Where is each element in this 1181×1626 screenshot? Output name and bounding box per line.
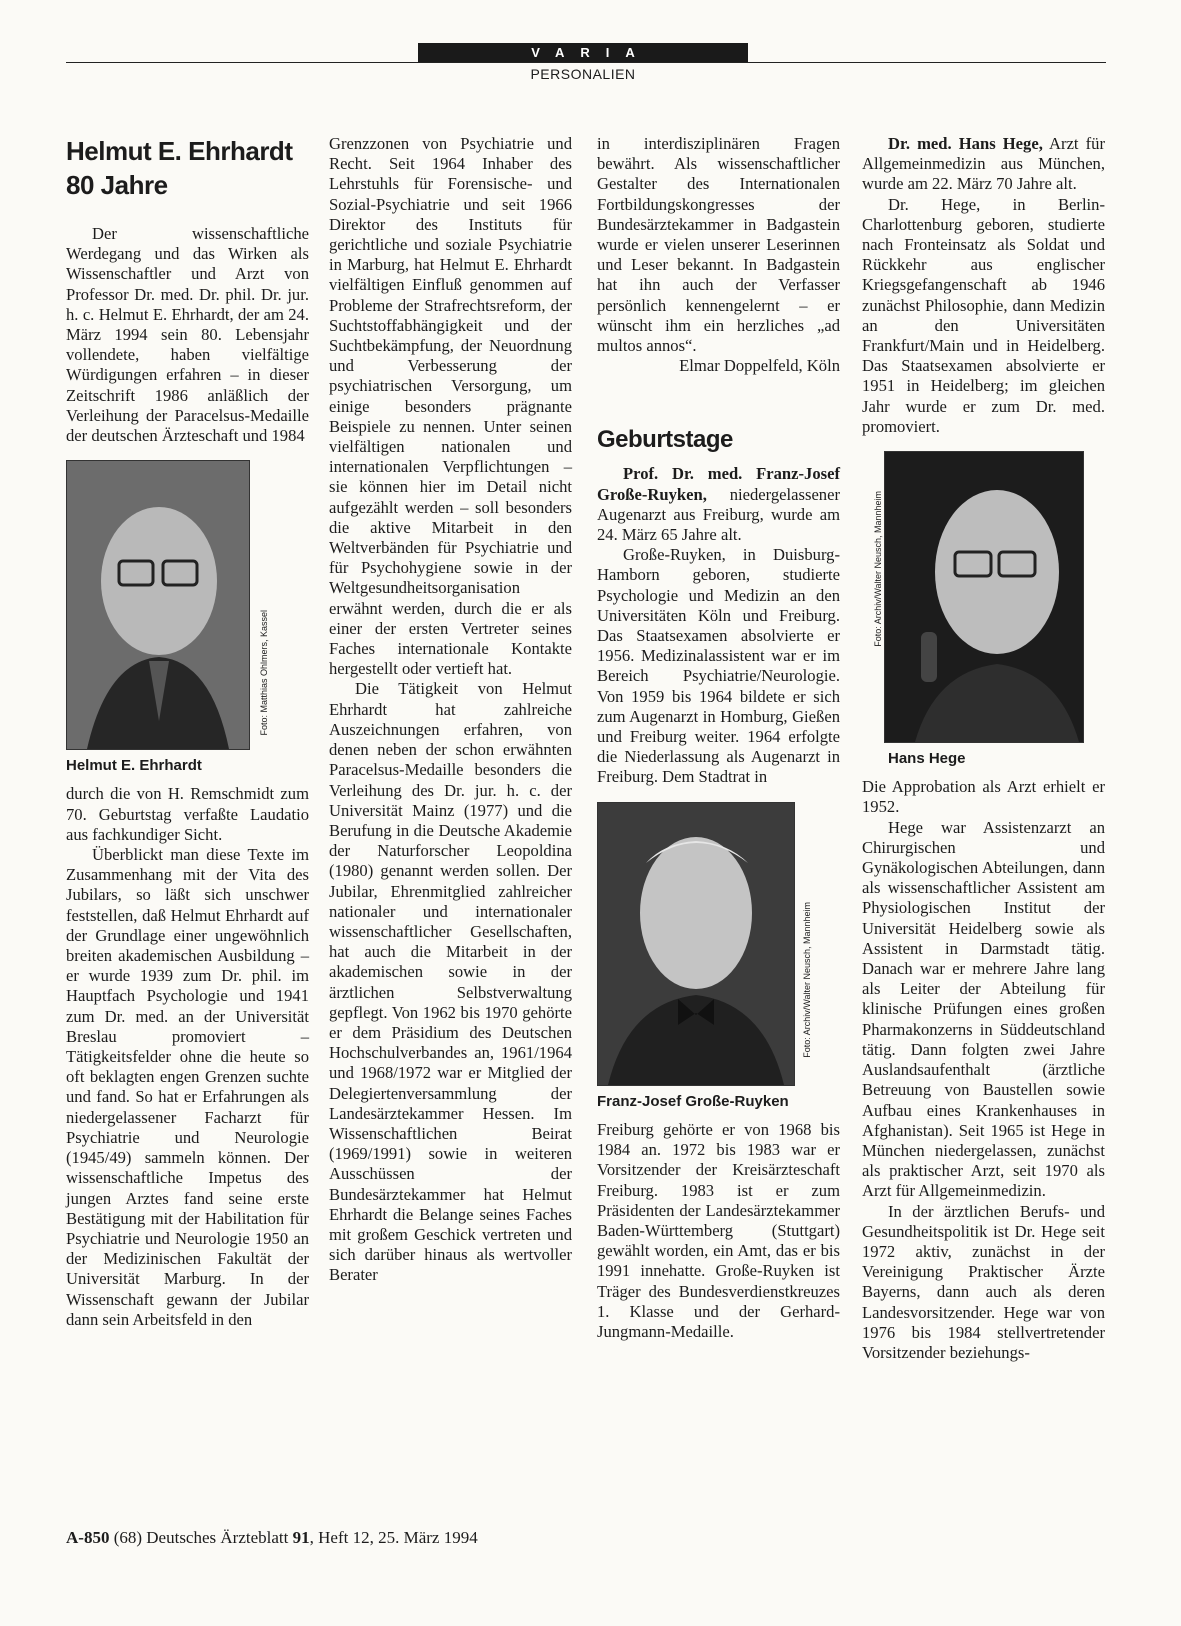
paragraph: Überblickt man diese Texte im Zusammenhang mit der Vita des Jubilars, so läßt sich unschwer feststellen, daß Helmut Ehrhardt auf der Grundlage einer ungewöhnlich breiten akademischen Ausbildung – er wurde 1939 zum Dr. phil. im Hauptfach Psychologie und 1941 zum Dr. med. an der Universität Breslau promoviert – Tätigkeitsfelder ohne die heute so oft beklagten engen Grenzen suchte und fand. So hat er Erfahrungen als niedergelassener Facharzt für Psychiatrie und Neurologie (1945/49) sammeln können. Der wissenschaftliche Impetus des jungen Arztes fand seine erste Bestätigung mit der Habilitation für Psychiatrie und Neurologie 1950 an der Medizinischen Fakultät der Universität Marburg. In der Wissenschaft gewann der Jubilar dann sein Arbeitsfeld in den	[66, 845, 309, 1329]
paragraph: Freiburg gehörte er von 1968 bis 1984 an. 1972 bis 1983 war er Vorsitzender der Kreisärzteschaft Freiburg. 1983 ist er zum Präsidenten der Landesärztekammer Baden-Württemberg (Stuttgart) gewählt worden, ein Amt, das er bis 1991 innehatte. Große-Ruyken ist Träger des Bundesverdienstkreuzes 1. Klasse und der Gerhard-Jungmann-Medaille.	[597, 1119, 840, 1341]
person-name: Dr. med. Hans Hege,	[888, 134, 1043, 153]
photo-grosse-ruyken-figure	[597, 802, 840, 1112]
photo-ehrhardt-figure	[66, 460, 309, 776]
photo-hege	[884, 451, 1084, 743]
page-number: A-850	[66, 1528, 110, 1547]
column-1	[66, 134, 309, 1330]
subsection-label: PERSONALIEN	[530, 66, 636, 82]
photo-hege-figure	[873, 451, 1105, 769]
photo-credit: Foto: Archiv/Walter Neusch, Mannheim	[802, 901, 812, 1058]
paragraph-text: Arzt für Allgemeinmedizin aus München, wurde am 22. März 70 Jahre alt.	[862, 134, 1105, 194]
paragraph-text: niedergelassener Augenarzt aus Freiburg, wurde am 24. März 65 Jahre alt.	[597, 484, 840, 545]
column-2	[329, 134, 572, 1286]
paragraph: in interdisziplinären Fragen bewährt. Als wissenschaftlicher Gestalter des Internationalen Fortbildungskongresses der Bundesärztekammer in Badgastein wurde er vielen unserer Leserinnen und Leser bekannt. In Badgastein hat ihn auch der Verfasser persönlich kennengelernt – er wünscht ihm ein herzliches „ad multos annos“.	[597, 134, 840, 356]
column-4	[862, 134, 1105, 1363]
footer-text: (68) Deutsches Ärzteblatt	[109, 1528, 293, 1547]
paragraph: Hege war Assistenzarzt an Chirurgischen und Gynäkologischen Abteilungen, dann als wissenschaftlicher Assistent am Physiologischen Institut der Universität Heidelberg sowie als Assistent in Darmstadt tätig. Danach war er mehrere Jahre lang als Leiter der Abteilung für klinische Prüfungen eines großen Pharmakonzerns in Süddeutschland tätig. Dann folgten zwei Jahre Auslandsaufenthalt (ärztliche Betreuung von Baustellen sowie Aufbau eines Krankenhauses in Afghanistan). Seit 1965 ist Hege in München niedergelassen, zunächst als praktischer Arzt, seit 1970 als Arzt für Allgemeinmedizin.	[862, 817, 1105, 1201]
paragraph: durch die von H. Remschmidt zum 70. Geburtstag verfaßte Laudatio aus fachkundiger Sicht.	[66, 784, 309, 844]
portrait-illustration	[598, 803, 794, 1085]
photo-caption: Hans Hege	[888, 750, 966, 768]
headline-line-2: 80 Jahre	[66, 170, 168, 200]
photo-credit: Foto: Archiv/Walter Neusch, Mannheim	[873, 491, 883, 647]
footer-volume: 91	[292, 1528, 310, 1547]
header-rule	[66, 62, 1106, 63]
article-headline	[66, 134, 309, 202]
photo-caption: Franz-Josef Große-Ruyken	[597, 1092, 789, 1110]
section-bar: VARIA	[418, 43, 748, 62]
paragraph: Die Tätigkeit von Helmut Ehrhardt hat zahlreiche Auszeichnungen erfahren, von denen neben der schon erwähnten Paracelsus-Medaille besonders die Verleihung des Dr. jur. h. c. der Universität Mainz (1977) und die Berufung in die Deutsche Akademie der Naturforscher Leopoldina (1980) genannt werden sollen. Der Jubilar, Ehrenmitglied zahlreicher nationaler und internationaler wissenschaftlicher Gesellschaften, hat auch die Mitarbeit in der akademischen sowie in der ärztlichen Selbstverwaltung gepflegt. Von 1962 bis 1970 gehörte er dem Präsidium des Deutschen Hochschulverbandes an, 1961/1964 und 1968/1972 war er Mitglied der Delegiertenversammlung der Landesärztekammer Hessen. Im Wissenschaftlichen Beirat (1969/1991) sowie in weiteren Ausschüssen der Bundesärztekammer hat Helmut Ehrhardt die Belange seines Faches mit großem Geschick vertreten und sich darüber hinaus als wertvoller Berater	[329, 679, 572, 1285]
page-footer	[66, 1528, 478, 1548]
birthdays-headline: Geburtstage	[597, 426, 733, 454]
headline-line-1: Helmut E. Ehrhardt	[66, 136, 293, 166]
photo-credit: Foto: Matthias Ohlmers, Kassel	[259, 610, 269, 736]
footer-issue: , Heft 12, 25. März 1994	[309, 1528, 478, 1547]
paragraph: Die Approbation als Arzt erhielt er 1952.	[862, 777, 1105, 817]
person-name: Prof. Dr. med. Franz-Josef Große-Ruyken,	[597, 464, 840, 504]
column-3	[597, 134, 840, 1342]
paragraph: In der ärztlichen Berufs- und Gesundheitspolitik ist Dr. Hege seit 1972 aktiv, zunächst in der Vereinigung Praktischer Ärzte Bayerns, dann auch als deren Landesvorsitzender. Hege war von 1976 bis 1984 stellvertretender Vorsitzender beziehungs-	[862, 1201, 1105, 1362]
photo-caption: Helmut E. Ehrhardt	[66, 757, 202, 775]
portrait-illustration	[67, 461, 249, 749]
portrait-illustration	[885, 452, 1083, 742]
author-signature: Elmar Doppelfeld, Köln	[679, 356, 840, 376]
paragraph	[862, 134, 1105, 195]
paragraph: Grenzzonen von Psychiatrie und Recht. Seit 1964 Inhaber des Lehrstuhls für Forensische- und Sozial-Psychiatrie und seit 1966 Direktor des Instituts für gerichtliche und soziale Psychiatrie in Marburg, hat Helmut E. Ehrhardt vielfältigen Einfluß genommen auf Probleme der Strafrechtsreform, der Suchtstoffabhängigkeit und der Suchtbekämpfung, der Neuordnung und Verbesserung der psychiatrischen Versorgung, um einige besonders prägnante Beispiele zu nennen. Unter seinen vielfältigen nationalen und internationalen Verpflichtungen – sie können hier im Detail nicht aufgezählt werden – soll besonders die aktive Mitarbeit in den Weltverbänden für Psychiatrie und für Psychohygiene sowie in der Weltgesundheitsorganisation erwähnt werden, durch die er als einer der ersten Vertreter seines Faches internationale Kontakte hergestellt oder vertieft hat.	[329, 134, 572, 679]
photo-ehrhardt	[66, 460, 250, 750]
paragraph: Der wissenschaftliche Werdegang und das Wirken als Wissenschaftler und Arzt von Professor Dr. med. Dr. phil. Dr. jur. h. c. Helmut E. Ehrhardt, der am 24. März 1994 sein 80. Lebensjahr vollendete, haben vielfältige Würdigungen erfahren – in dieser Zeitschrift 1986 anläßlich der Verleihung der Paracelsus-Medaille der deutschen Ärzteschaft und 1984	[66, 224, 309, 446]
photo-grosse-ruyken	[597, 802, 795, 1086]
paragraph: Große-Ruyken, in Duisburg-Hamborn geboren, studierte Psychologie und Medizin an den Universitäten Köln und Freiburg. Das Staatsexamen absolvierte er 1956. Medizinalassistent war er im Bereich Psychiatrie/Neurologie. Von 1959 bis 1964 bildete er sich zum Augenarzt in Homburg, Gießen und Freiburg weiter. 1964 erfolgte die Niederlassung als Augenarzt in Freiburg. Dem Stadtrat in	[597, 545, 840, 787]
paragraph	[597, 464, 840, 545]
paragraph: Dr. Hege, in Berlin-Charlottenburg geboren, studierte nach Fronteinsatz als Soldat und Rückkehr aus englischer Kriegsgefangenschaft ab 1946 zunächst Philosophie, dann Medizin an den Universitäten Frankfurt/Main und in Heidelberg. Das Staatsexamen absolvierte er 1951 in Heidelberg; im gleichen Jahr wurde er zum Dr. med. promoviert.	[862, 194, 1105, 436]
